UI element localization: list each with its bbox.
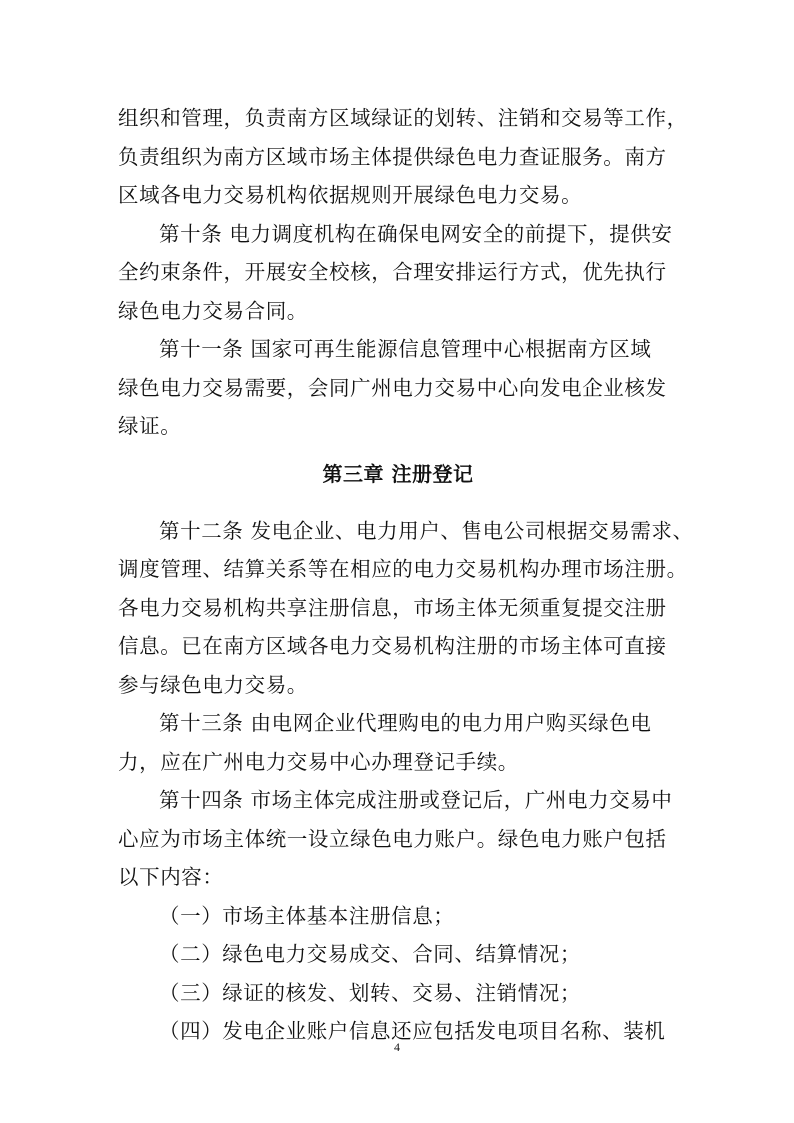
text-line: 全约束条件，开展安全校核，合理安排运行方式，优先执行: [118, 260, 667, 284]
article-12-line: 第十二条 发电企业、电力用户、售电公司根据交易需求、: [159, 518, 694, 543]
list-item: （一）市场主体基本注册信息；: [159, 903, 455, 928]
text-line: 以下内容：: [118, 865, 224, 889]
text-line: 调度管理、结算关系等在相应的电力交易机构办理市场注册。: [118, 557, 688, 581]
page-number: 4: [394, 1040, 400, 1054]
text-line: 力，应在广州电力交易中心办理登记手续。: [118, 749, 519, 774]
text-line: 各电力交易机构共享注册信息，市场主体无须重复提交注册: [118, 595, 667, 620]
text-line: 参与绿色电力交易。: [118, 672, 308, 697]
list-item: （二）绿色电力交易成交、合同、结算情况；: [159, 942, 581, 966]
list-item: （三）绿证的核发、划转、交易、注销情况；: [159, 980, 581, 1005]
list-item: （四）发电企业账户信息还应包括发电项目名称、装机: [159, 1019, 666, 1043]
text-line: 负责组织为南方区域市场主体提供绿色电力查证服务。南方: [118, 144, 667, 169]
text-line: 信息。已在南方区域各电力交易机构注册的市场主体可直接: [118, 634, 667, 658]
article-11-line: 第十一条 国家可再生能源信息管理中心根据南方区域: [159, 337, 652, 361]
text-line: 绿色电力交易合同。: [118, 298, 308, 323]
text-line: 绿证。: [118, 414, 182, 438]
article-10-line: 第十条 电力调度机构在确保电网安全的前提下，提供安: [159, 221, 673, 246]
text-line: 绿色电力交易需要，会同广州电力交易中心向发电企业核发: [118, 375, 667, 400]
text-line: 心应为市场主体统一设立绿色电力账户。绿色电力账户包括: [118, 826, 667, 851]
document-body: [118, 99, 694, 1051]
text-line: 区域各电力交易机构依据规则开展绿色电力交易。: [118, 183, 583, 207]
article-13-line: 第十三条 由电网企业代理购电的电力用户购买绿色电: [159, 711, 652, 735]
article-14-line: 第十四条 市场主体完成注册或登记后，广州电力交易中: [159, 788, 673, 812]
chapter-heading: 第三章 注册登记: [322, 461, 474, 486]
text-line: 组织和管理，负责南方区域绿证的划转、注销和交易等工作，: [118, 106, 688, 130]
